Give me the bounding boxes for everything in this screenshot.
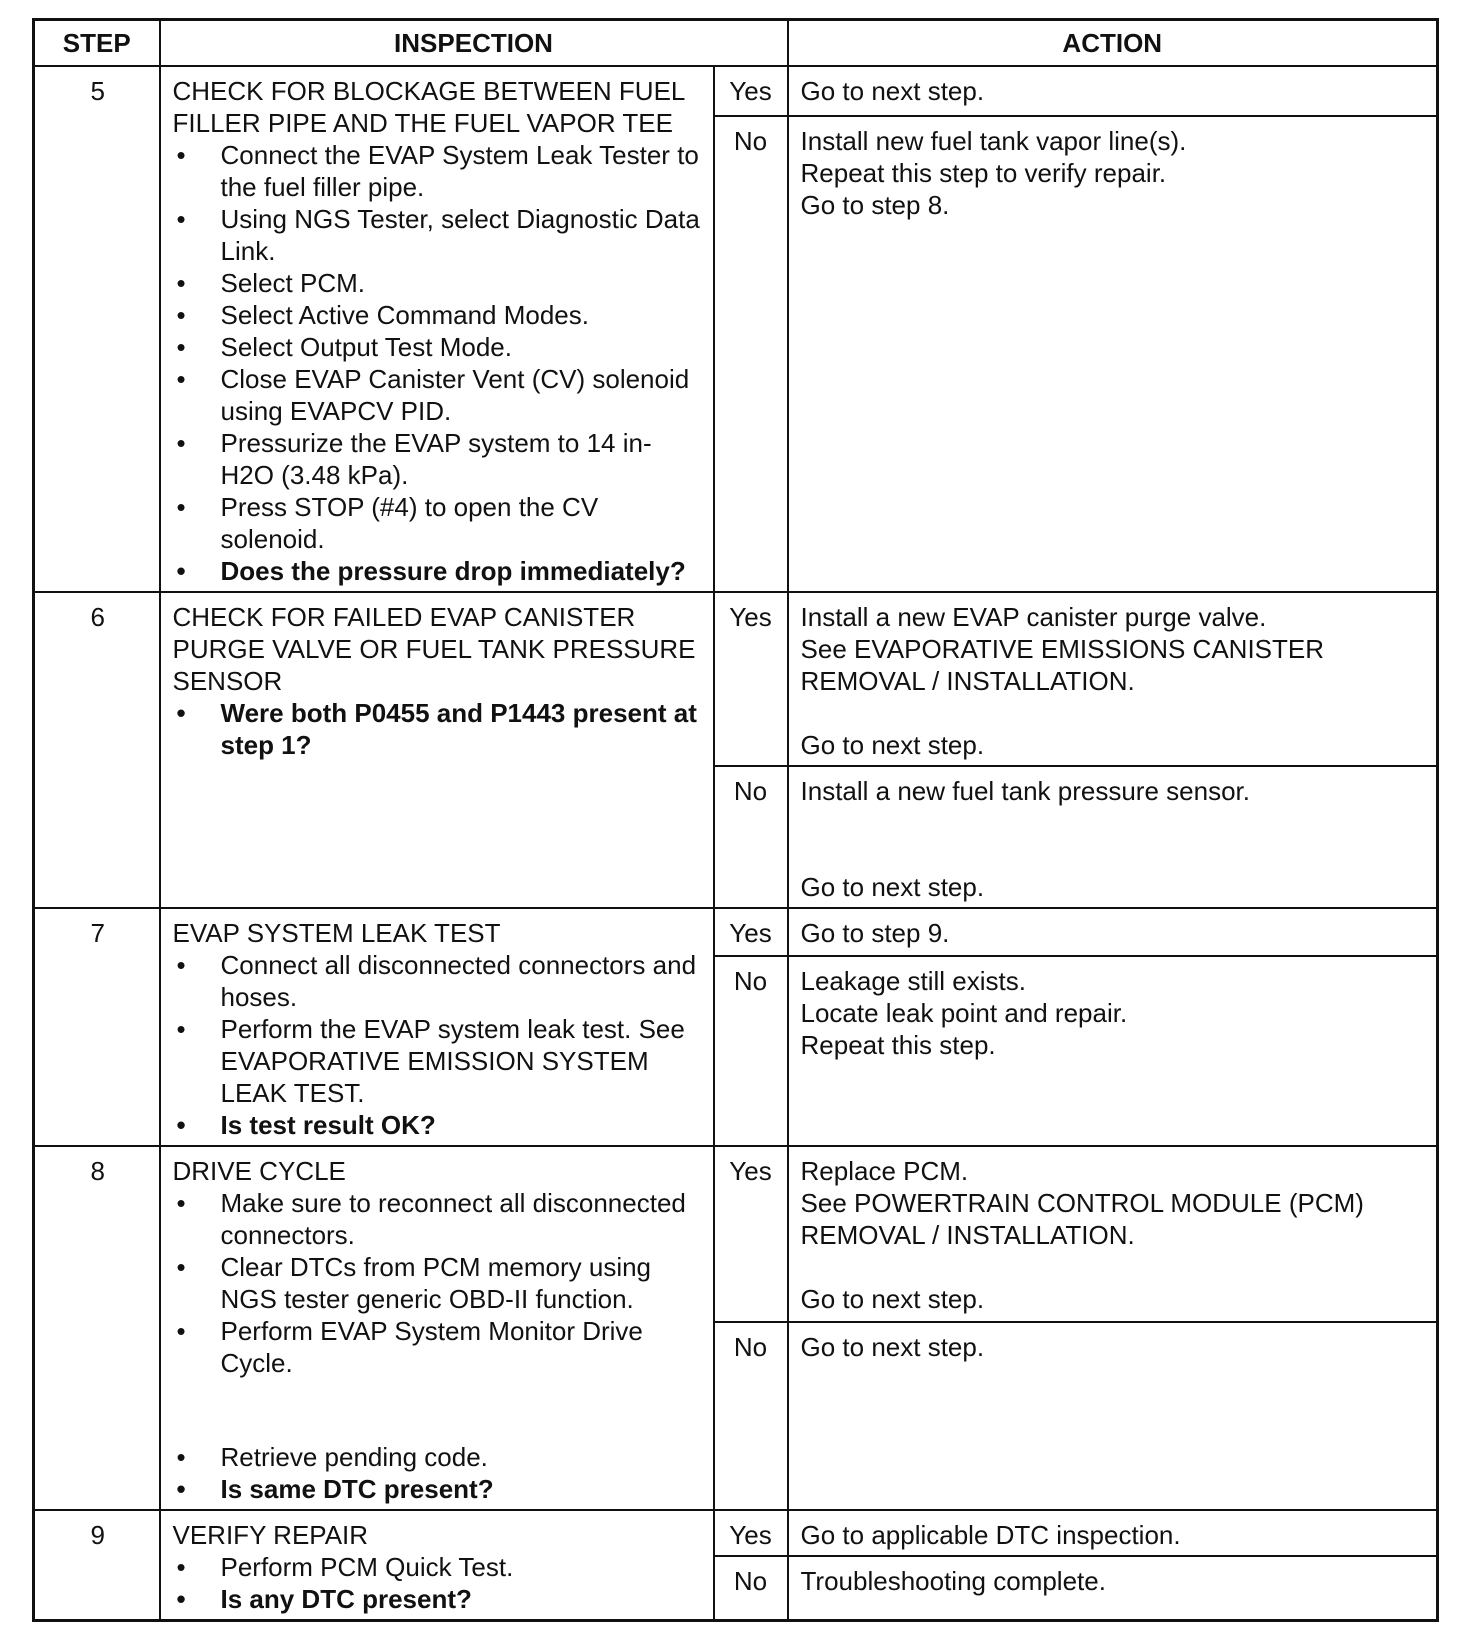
- bullet-item: • Close EVAP Canister Vent (CV) solenoid using EVAPCV PID.: [173, 363, 703, 427]
- action-line: Leakage still exists.: [800, 965, 1026, 996]
- bullet-item: • Retrieve pending code.: [173, 1441, 703, 1473]
- inspection-question: • Were both P0455 and P1443 present at step 1?: [173, 697, 703, 761]
- no-label: No: [714, 956, 788, 1146]
- table-row-step-6-yes: [34, 592, 1438, 766]
- action-line: Repeat this step to verify repair.: [800, 158, 1167, 189]
- bullet-item: • Perform EVAP System Monitor Drive Cycle.: [173, 1315, 703, 1379]
- inspection-bullets: [173, 949, 703, 1141]
- step-number: 8: [34, 1146, 160, 1510]
- action-line: Go to next step.: [800, 730, 985, 760]
- inspection-question: • Is any DTC present?: [173, 1583, 703, 1615]
- yes-label: Yes: [714, 592, 788, 766]
- action-line: Go to step 9.: [800, 918, 950, 948]
- table-row-step-5-yes: [34, 66, 1438, 116]
- inspection-bullets: [173, 697, 703, 761]
- action-line: Install a new EVAP canister purge valve.: [800, 602, 1267, 632]
- action-yes: [788, 592, 1438, 766]
- bullet-item: • Clear DTCs from PCM memory using NGS tester generic OBD-II function.: [173, 1251, 703, 1315]
- action-line: Go to applicable DTC inspection.: [800, 1520, 1181, 1550]
- step-number: 7: [34, 908, 160, 1146]
- inspection-question: • Is same DTC present?: [173, 1473, 703, 1505]
- diagnostic-table-page: [32, 18, 1436, 1614]
- inspection-cell: [160, 1510, 714, 1621]
- inspection-question: • Does the pressure drop immediately?: [173, 555, 703, 587]
- bullet-item: • Make sure to reconnect all disconnected connectors.: [173, 1187, 703, 1251]
- action-line: Replace PCM.: [800, 1156, 969, 1186]
- bullet-item: • Pressurize the EVAP system to 14 in-H2O (3.48 kPa).: [173, 427, 703, 491]
- bullet-item: • Perform the EVAP system leak test. See EVAPORATIVE EMISSION SYSTEM LEAK TEST.: [173, 1013, 703, 1109]
- yes-label: Yes: [714, 1146, 788, 1322]
- table-header-row: [34, 20, 1438, 67]
- inspection-title: CHECK FOR FAILED EVAP CANISTER PURGE VALVE OR FUEL TANK PRESSURE SENSOR: [172, 602, 696, 696]
- action-yes: [788, 66, 1438, 116]
- step-number: 9: [34, 1510, 160, 1621]
- yes-label: Yes: [714, 908, 788, 956]
- bullet-item: • Press STOP (#4) to open the CV solenoid.: [173, 491, 703, 555]
- no-label: No: [714, 1556, 788, 1620]
- inspection-title: DRIVE CYCLE: [172, 1156, 346, 1186]
- spacer: [801, 1251, 1427, 1283]
- action-line: Install new fuel tank vapor line(s).: [800, 126, 1187, 157]
- step-number: 6: [34, 592, 160, 908]
- header-step: STEP: [34, 20, 160, 67]
- action-line: Go to step 8.: [800, 190, 950, 221]
- action-line: See EVAPORATIVE EMISSIONS CANISTER REMOVAL / INSTALLATION.: [800, 634, 1325, 696]
- bullet-item: • Using NGS Tester, select Diagnostic Data Link.: [173, 203, 703, 267]
- action-line: Install a new fuel tank pressure sensor.: [800, 776, 1250, 806]
- inspection-bullets: [173, 139, 703, 587]
- inspection-bullets: [173, 1187, 703, 1505]
- inspection-bullets: [173, 1551, 703, 1615]
- table-row-step-8-yes: [34, 1146, 1438, 1322]
- inspection-cell: [160, 592, 714, 908]
- action-no: [788, 116, 1438, 592]
- bullet-item: • Select Active Command Modes.: [173, 299, 703, 331]
- diagnostic-table: [32, 18, 1439, 1622]
- inspection-cell: [160, 908, 714, 1146]
- no-label: No: [714, 766, 788, 908]
- no-label: No: [714, 116, 788, 592]
- bullet-item: • Select PCM.: [173, 267, 703, 299]
- action-line: Locate leak point and repair.: [800, 997, 1128, 1028]
- action-no: [788, 766, 1438, 908]
- action-line: Troubleshooting complete.: [800, 1566, 1106, 1597]
- action-no: [788, 956, 1438, 1146]
- action-yes: [788, 1146, 1438, 1322]
- yes-label: Yes: [714, 1510, 788, 1556]
- table-row-step-9-yes: [34, 1510, 1438, 1556]
- inspection-cell: [160, 1146, 714, 1510]
- yes-label: Yes: [714, 66, 788, 116]
- action-no: [788, 1322, 1438, 1510]
- bullet-item: • Perform PCM Quick Test.: [173, 1551, 703, 1583]
- inspection-question: • Is test result OK?: [173, 1109, 703, 1141]
- bullet-item: • Select Output Test Mode.: [173, 331, 703, 363]
- action-line: Go to next step.: [800, 76, 985, 106]
- spacer: [801, 807, 1427, 871]
- bullet-item: • Connect the EVAP System Leak Tester to the fuel filler pipe.: [173, 139, 703, 203]
- inspection-cell: [160, 66, 714, 592]
- header-inspection: INSPECTION: [160, 20, 788, 67]
- table-row-step-7-yes: [34, 908, 1438, 956]
- no-label: No: [714, 1322, 788, 1510]
- inspection-title: EVAP SYSTEM LEAK TEST: [172, 918, 501, 948]
- action-line: Go to next step.: [800, 1331, 985, 1362]
- action-no: [788, 1556, 1438, 1620]
- action-line: See POWERTRAIN CONTROL MODULE (PCM) REMOVAL / INSTALLATION.: [800, 1188, 1364, 1250]
- action-line: Go to next step.: [800, 1284, 985, 1314]
- action-yes: [788, 908, 1438, 956]
- header-action: ACTION: [788, 20, 1438, 67]
- step-number: 5: [34, 66, 160, 592]
- action-line: Go to next step.: [800, 872, 985, 902]
- inspection-title: VERIFY REPAIR: [172, 1520, 369, 1550]
- action-line: Repeat this step.: [800, 1029, 996, 1060]
- action-yes: [788, 1510, 1438, 1556]
- inspection-title: CHECK FOR BLOCKAGE BETWEEN FUEL FILLER PIPE AND THE FUEL VAPOR TEE: [172, 76, 685, 138]
- spacer: [801, 697, 1427, 729]
- bullet-item: • Connect all disconnected connectors and hoses.: [173, 949, 703, 1013]
